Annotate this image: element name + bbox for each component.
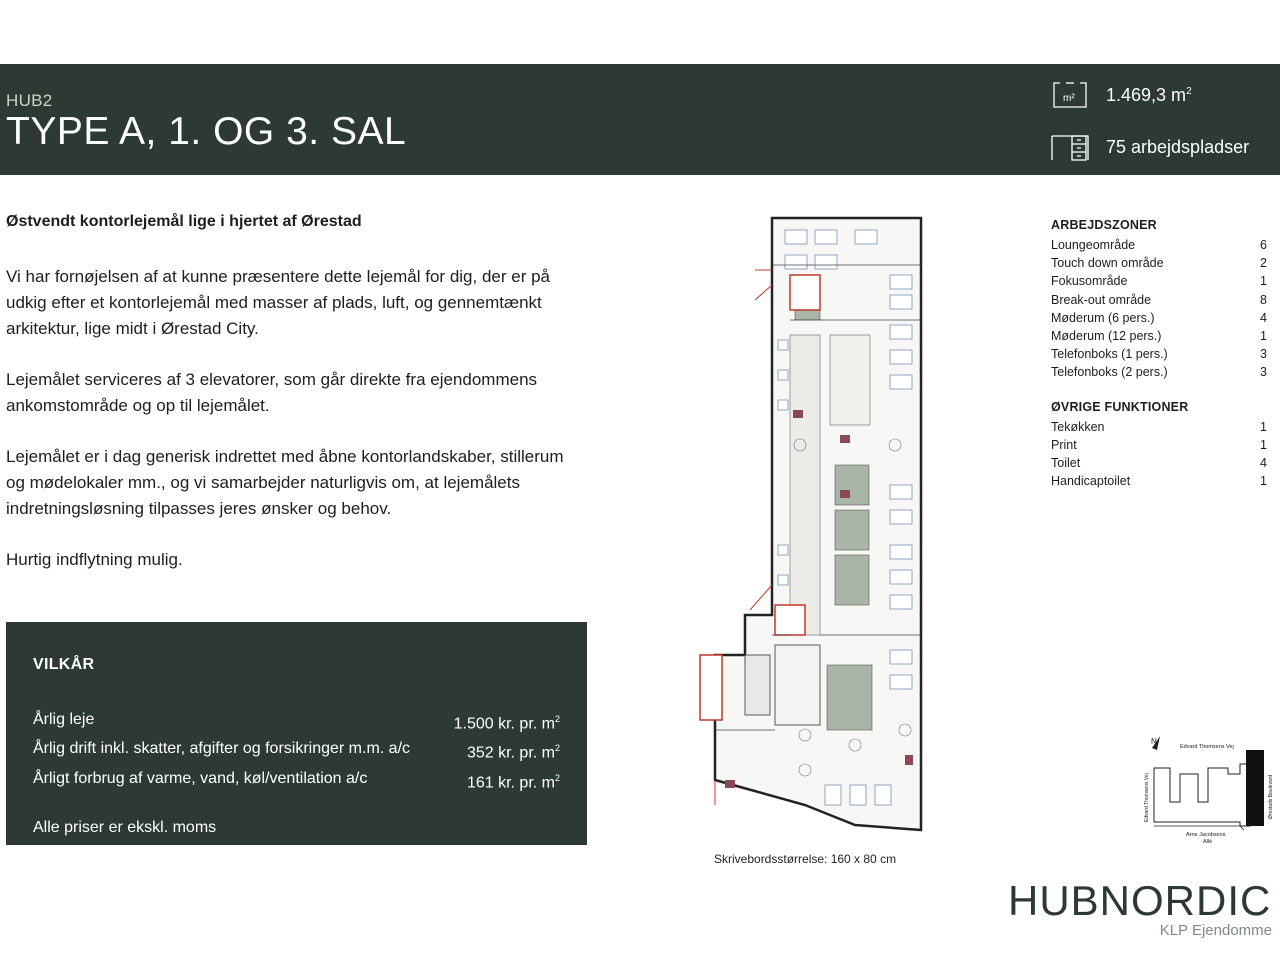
intro-paragraph: Hurtig indflytning mulig. [6, 550, 183, 569]
north-arrow-icon [1151, 736, 1160, 750]
terms-row [33, 707, 560, 736]
list-item: Møderum (6 pers.) 4 [1051, 310, 1267, 325]
list-item: Fokusområde 1 [1051, 274, 1267, 289]
area-icon-label: m² [1063, 93, 1075, 104]
terms-heading: VILKÅR [33, 656, 95, 673]
list-item: Telefonboks (2 pers.) 3 [1051, 365, 1267, 380]
list-item: Møderum (12 pers.) 1 [1051, 329, 1267, 344]
intro-section [6, 213, 576, 598]
property-code: HUB2 [6, 91, 53, 110]
brand-logo [1008, 877, 1276, 939]
floor-plan-drawing [695, 215, 930, 835]
list-item: Tekøkken 1 [1051, 419, 1267, 434]
desk-drawer-icon [1050, 132, 1090, 162]
street-left: Edvard Thomsens Vej [1144, 773, 1150, 822]
location-map [1140, 734, 1275, 849]
work-zones-heading: ARBEJDSZONER [1051, 218, 1157, 232]
street-right: Ørestads Boulevard [1268, 774, 1274, 819]
terms-value: 352 kr. pr. $m^2$ [466, 743, 560, 762]
intro-heading: Østvendt kontorlejemål lige i hjertet af Ørestad [6, 213, 362, 230]
workstations-value: 75 arbejdspladser [1106, 136, 1250, 157]
terms-label: Årligt forbrug af varme, vand, køl/ventilation a/c [33, 769, 368, 787]
list-item: Touch down område 2 [1051, 256, 1267, 271]
street-bottom-line2: Allé [1203, 839, 1213, 845]
list-item: Telefonboks (1 pers.) 3 [1051, 347, 1267, 362]
area-stat [1050, 80, 1192, 110]
workstations-stat [1050, 132, 1249, 162]
street-bottom-line1: Arne Jacobsens [1186, 832, 1226, 838]
list-item: Break-out område 8 [1051, 292, 1267, 307]
list-item: Handicaptoilet 1 [1051, 474, 1267, 489]
intro-paragraph: Lejemålet serviceres af 3 elevatorer, som går direkte fra ejendommens ankomstområde og op til lejemålet. [6, 370, 538, 415]
terms-row [33, 736, 560, 765]
zones-list [1051, 218, 1267, 490]
terms-value: 1.500 kr. pr. $m^2$ [453, 714, 560, 733]
north-label: N [1151, 737, 1157, 746]
list-item: Print 1 [1051, 437, 1267, 452]
header-band [0, 64, 1280, 175]
area-value: 1.469,3 $m^2$ [1106, 84, 1192, 105]
logo-subtitle: KLP Ejendomme [1159, 922, 1272, 939]
terms-box [6, 622, 587, 845]
page-title: TYPE A, 1. OG 3. SAL [6, 110, 407, 153]
logo-text: HUBNORDIC [1008, 877, 1272, 924]
intro-paragraph: Vi har fornøjelsen af at kunne præsentere dette lejemål for dig, der er på udkig efter et kontorlejemål med masser af plads, luft, og gennemtænkt arkitektur, lige midt i Ørestad City. [6, 267, 550, 338]
area-m2-icon [1050, 80, 1090, 110]
terms-note: Alle priser er ekskl. moms [33, 818, 217, 836]
other-functions-heading: ØVRIGE FUNKTIONER [1051, 399, 1189, 414]
intro-paragraph: Lejemålet er i dag generisk indrettet med åbne kontorlandskaber, stillerum og mødelokaler mm., og vi samarbejder naturligvis om, at lejemålets indretningsløsning tilpasses jeres ønsker og behov. [6, 447, 564, 518]
list-item: Loungeområde 6 [1051, 238, 1267, 252]
street-top: Edvard Thomsens Vej [1180, 744, 1234, 750]
terms-value: 161 kr. pr. $m^2$ [466, 772, 560, 791]
terms-row [33, 766, 560, 795]
plan-caption: Skrivebordsstørrelse: 160 x 80 cm [714, 852, 897, 866]
list-item: Toilet 4 [1051, 456, 1267, 471]
terms-label: Årlig leje [33, 711, 95, 728]
terms-label: Årlig drift inkl. skatter, afgifter og forsikringer m.m. a/c [33, 740, 411, 758]
